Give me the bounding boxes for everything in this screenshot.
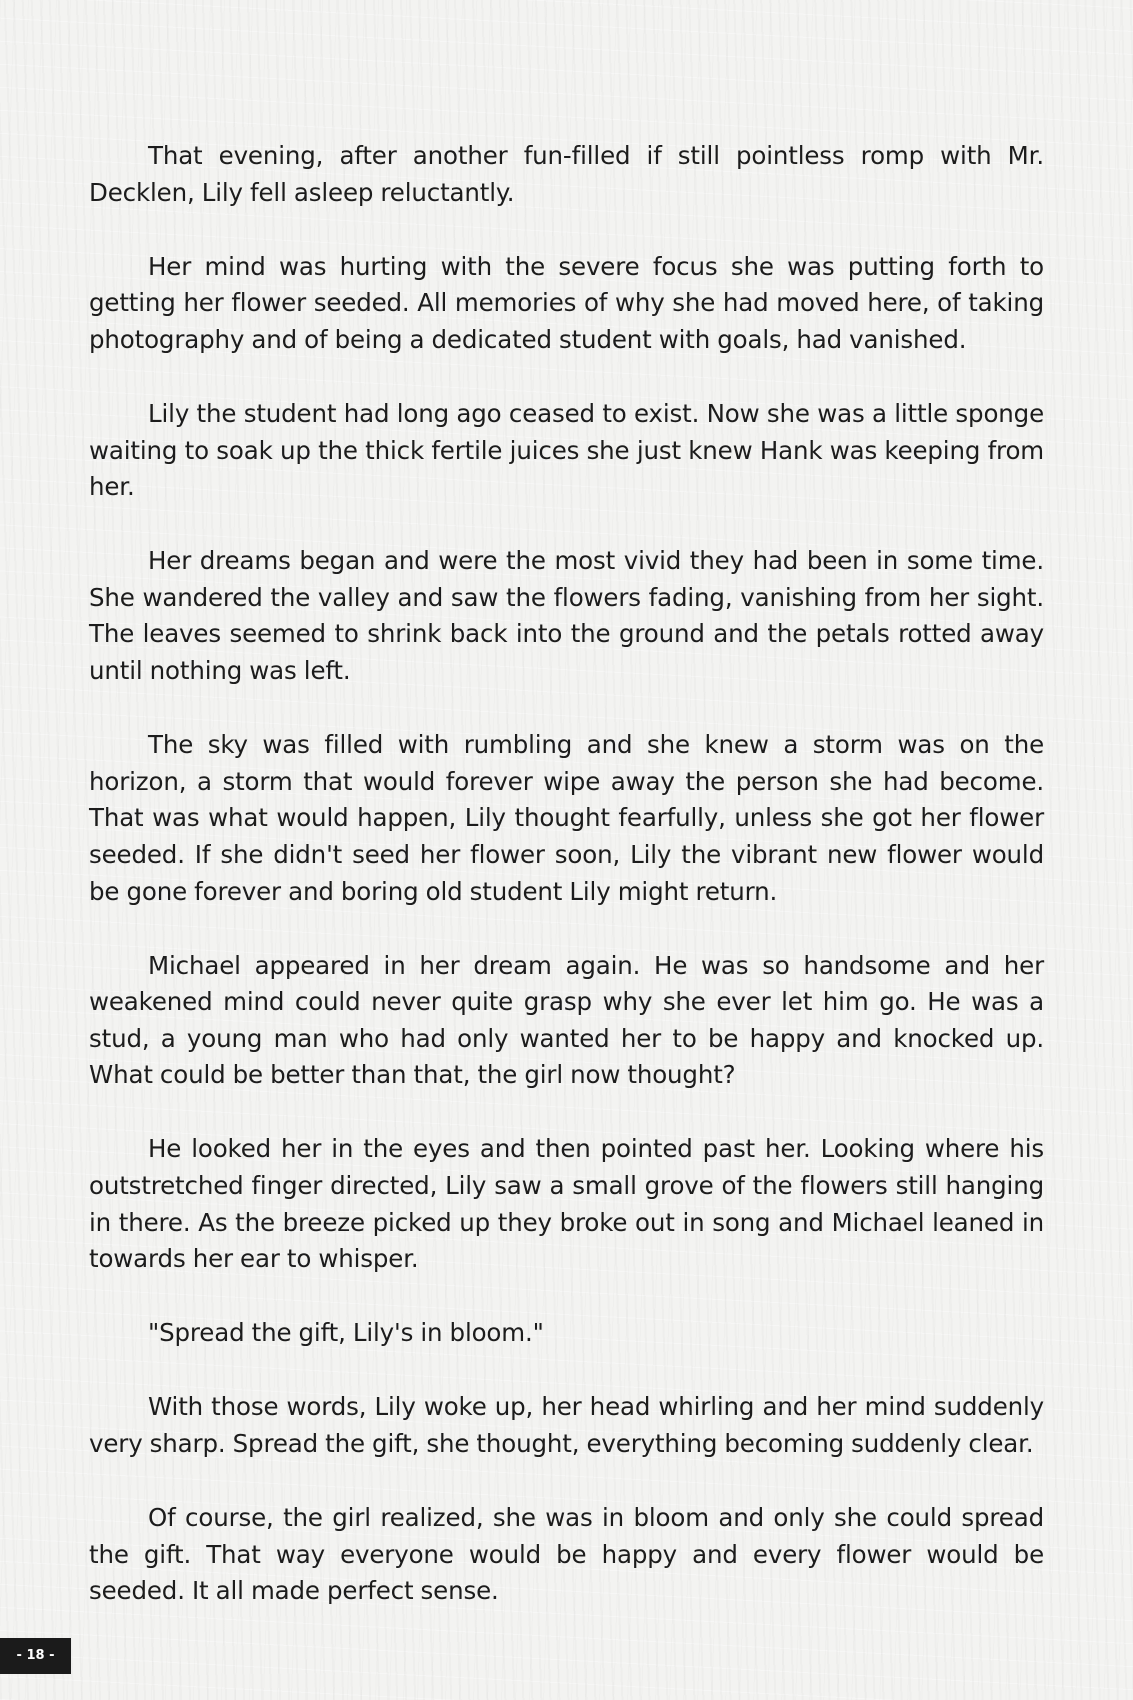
paragraph-3: Lily the student had long ago ceased to exist. Now she was a little sponge waiting to soak up the thick fertile juices she just knew Hank was keeping from her. (89, 398, 1044, 502)
paragraph-1: That evening, after another fun-filled if still pointless romp with Mr. Decklen, Lily fell asleep reluctantly. (89, 141, 1044, 207)
page-number-badge: - 18 - (0, 1638, 71, 1674)
paragraph-2: Her mind was hurting with the severe focus she was putting forth to getting her flower seeded. All memories of why she had moved here, of taking photography and of being a dedicated student with goals, had vanished. (89, 251, 1044, 354)
page-body (89, 138, 1044, 1647)
paragraph-4: Her dreams began and were the most vivid they had been in some time. She wandered the valley and saw the flowers fading, vanishing from her sight. The leaves seemed to shrink back into the ground and the petals rotted away until nothing was left. (89, 546, 1044, 686)
paragraph-7: He looked her in the eyes and then pointed past her. Looking where his outstretched finger directed, Lily saw a small grove of the flowers still hanging in there. As the breeze picked up they broke out in song and Michael leaned in towards her ear to whisper. (89, 1134, 1044, 1274)
paragraph-9: With those words, Lily woke up, her head whirling and her mind suddenly very sharp. Spread the gift, she thought, everything becoming suddenly clear. (89, 1392, 1044, 1459)
paragraph-10: Of course, the girl realized, she was in bloom and only she could spread the gift. That way everyone would be happy and every flower would be seeded. It all made perfect sense. (89, 1503, 1044, 1606)
paragraph-6: Michael appeared in her dream again. He was so handsome and her weakened mind could never quite grasp why she ever let him go. He was a stud, a young man who had only wanted her to be happy and knocked up. What could be better than that, the girl now thought? (89, 950, 1044, 1090)
paragraph-8: "Spread the gift, Lily's in bloom." (148, 1318, 544, 1348)
paragraph-5: The sky was filled with rumbling and she knew a storm was on the horizon, a storm that would forever wipe away the person she had become. That was what would happen, Lily thought fearfully, unless she got her flower seeded. If she didn't seed her flower soon, Lily the vibrant new flower would be gone forever and boring old student Lily might return. (89, 730, 1044, 906)
